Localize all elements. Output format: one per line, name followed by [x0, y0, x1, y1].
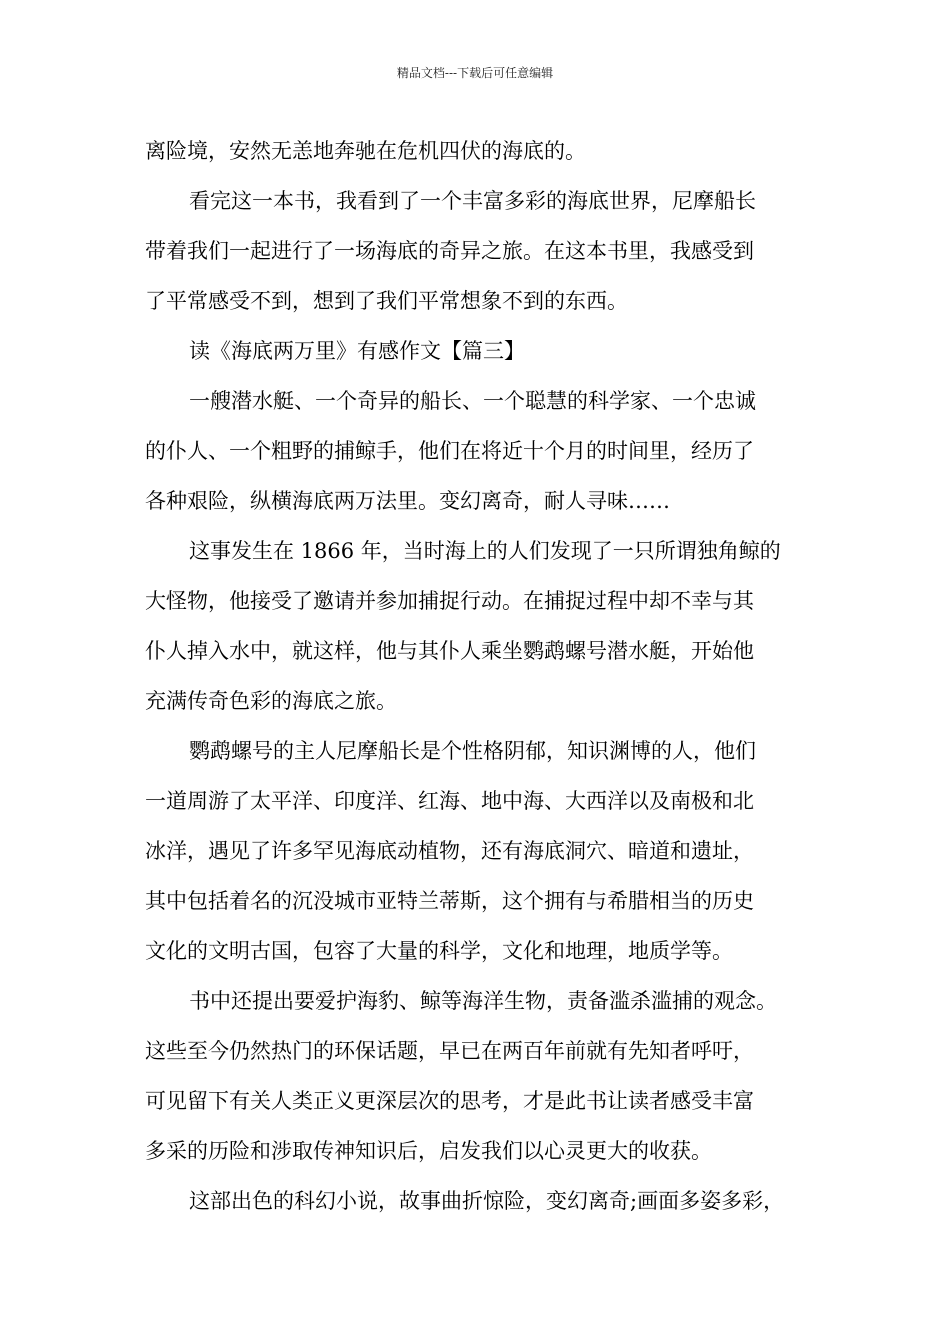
text-line: 的仆人、一个粗野的捕鲸手，他们在将近十个月的时间里，经历了 [145, 439, 754, 463]
page-header: 精品文档---下载后可任意编辑 [396, 66, 554, 80]
text-line: 充满传奇色彩的海底之旅。 [145, 689, 397, 713]
document-body [145, 126, 817, 1226]
paragraph-first-line: 一艘潜水艇、一个奇异的船长、一个聪慧的科学家、一个忠诚 [189, 389, 756, 413]
text-line: 可见留下有关人类正义更深层次的思考，才是此书让读者感受丰富 [145, 1089, 754, 1113]
text-line: 大怪物，他接受了邀请并参加捕捉行动。在捕捉过程中却不幸与其 [145, 589, 754, 613]
paragraph-first-line: 书中还提出要爱护海豹、鲸等海洋生物，责备滥杀滥捕的观念。 [189, 989, 777, 1013]
paragraph-first-line: 这部出色的科幻小说，故事曲折惊险，变幻离奇;画面多姿多彩， [189, 1189, 785, 1213]
paragraph-first-line: 这事发生在 1866 年，当时海上的人们发现了一只所谓独角鲸的 [189, 539, 781, 563]
paragraph-first-line: 鹦鹉螺号的主人尼摩船长是个性格阴郁，知识渊博的人，他们 [189, 739, 756, 763]
text-line: 多采的历险和涉取传神知识后，启发我们以心灵更大的收获。 [145, 1139, 712, 1163]
paragraph-first-line: 读《海底两万里》有感作文【篇三】 [189, 339, 525, 363]
text-line: 各种艰险，纵横海底两万法里。变幻离奇，耐人寻味…… [145, 489, 670, 513]
text-line: 其中包括着名的沉没城市亚特兰蒂斯，这个拥有与希腊相当的历史 [145, 889, 754, 913]
text-line: 离险境，安然无恙地奔驰在危机四伏的海底的。 [145, 139, 586, 163]
text-line: 文化的文明古国，包容了大量的科学，文化和地理，地质学等。 [145, 939, 733, 963]
paragraph-first-line: 看完这一本书，我看到了一个丰富多彩的海底世界，尼摩船长 [189, 189, 756, 213]
text-line: 带着我们一起进行了一场海底的奇异之旅。在这本书里，我感受到 [145, 239, 754, 263]
text-line: 一道周游了太平洋、印度洋、红海、地中海、大西洋以及南极和北 [145, 789, 754, 813]
text-line: 仆人掉入水中，就这样，他与其仆人乘坐鹦鹉螺号潜水艇，开始他 [145, 639, 754, 663]
text-line: 这些至今仍然热门的环保话题，早已在两百年前就有先知者呼吁， [145, 1039, 754, 1063]
text-line: 了平常感受不到，想到了我们平常想象不到的东西。 [145, 289, 628, 313]
text-line: 冰洋，遇见了许多罕见海底动植物，还有海底洞穴、暗道和遗址， [145, 839, 754, 863]
